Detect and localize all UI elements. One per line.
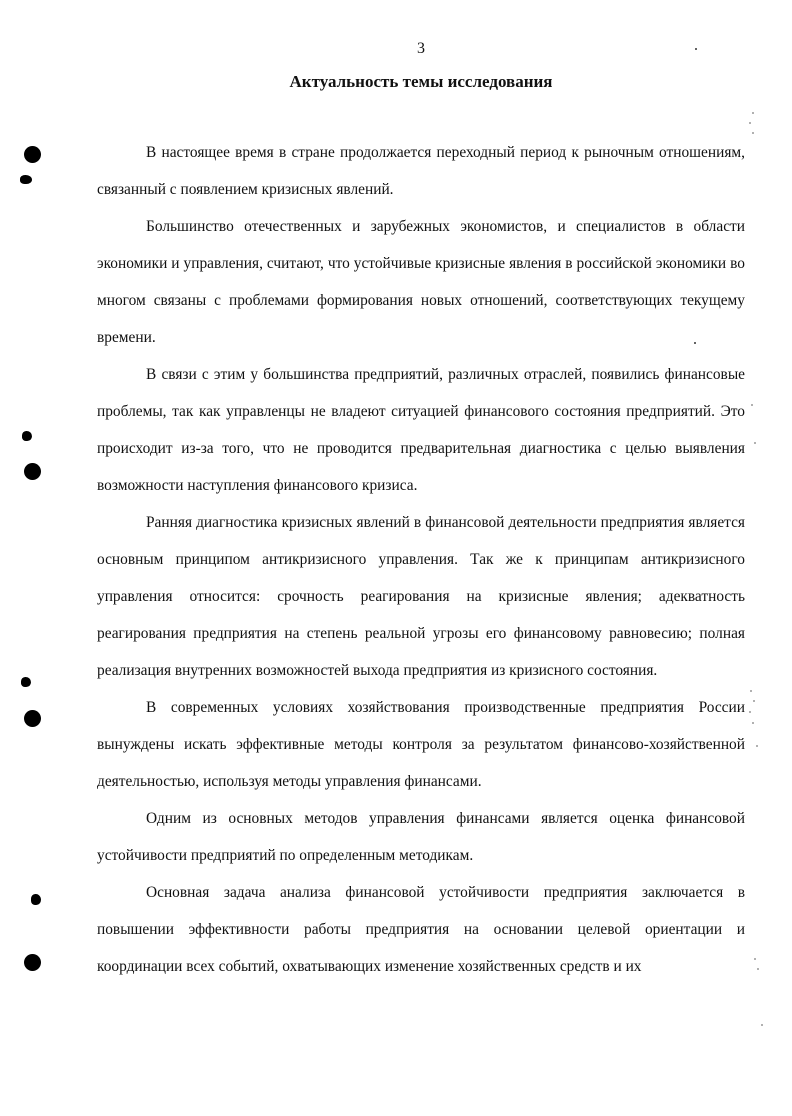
paragraph: Одним из основных методов управления финансами является оценка финансовой устойчивости предприятий по определенным методикам. — [97, 810, 745, 864]
scan-dust — [695, 48, 697, 50]
scan-dust — [752, 722, 754, 724]
paragraph: В связи с этим у большинства предприятий, различных отраслей, появились финансовые проблемы, так как управленцы не владеют ситуацией финансового состояния предприятий. Это происходит из-за того, что не проводится предварительная диагностика с целью выявления возможности наступления финансового кризиса. — [97, 366, 745, 494]
scan-dust — [749, 122, 751, 124]
scan-dust — [753, 700, 755, 702]
scan-dust — [752, 112, 754, 114]
scan-dust — [751, 404, 753, 406]
punch-hole — [24, 146, 41, 163]
scan-dust — [754, 958, 756, 960]
scan-dust — [754, 442, 756, 444]
paragraph: Большинство отечественных и зарубежных экономистов, и специалистов в области экономики и управления, считают, что устойчивые кризисные явления в российской экономики во многом связаны с проблемами формирования новых отношений, соответствующих текущему времени. — [97, 218, 745, 346]
page-number: 3 — [417, 40, 425, 57]
ink-speck — [21, 677, 31, 687]
paragraph: В настоящее время в стране продолжается переходный период к рыночным отношениям, связанный с появлением кризисных явлений. — [97, 144, 745, 198]
page-title: Актуальность темы исследования — [289, 72, 553, 91]
scan-dust — [750, 690, 752, 692]
punch-hole — [24, 463, 41, 480]
scan-dust — [756, 745, 758, 747]
scan-dust — [749, 711, 751, 713]
scan-dust — [761, 1024, 763, 1026]
scan-dust — [757, 968, 759, 970]
punch-hole — [24, 710, 41, 727]
ink-speck — [22, 431, 32, 441]
ink-speck — [31, 894, 41, 905]
document-body — [97, 134, 745, 985]
scan-dust — [694, 342, 696, 344]
paragraph: В современных условиях хозяйствования производственные предприятия России вынуждены искать эффективные методы контроля за результатом финансово-хозяйственной деятельностью, используя методы управления финансами. — [97, 699, 745, 790]
paragraph: Основная задача анализа финансовой устойчивости предприятия заключается в повышении эффективности работы предприятия на основании целевой ориентации и координации всех событий, охватывающих изменение хозяйственных средств и их — [97, 884, 745, 975]
paragraph: Ранняя диагностика кризисных явлений в финансовой деятельности предприятия является основным принципом антикризисного управления. Так же к принципам антикризисного управления относится: срочность реагирования на кризисные явления; адекватность реагирования предприятия на степень реальной угрозы его финансовому равновесию; полная реализация внутренних возможностей выхода предприятия из кризисного состояния. — [97, 514, 745, 679]
ink-speck — [20, 175, 32, 184]
punch-hole — [24, 954, 41, 971]
scan-dust — [752, 132, 754, 134]
